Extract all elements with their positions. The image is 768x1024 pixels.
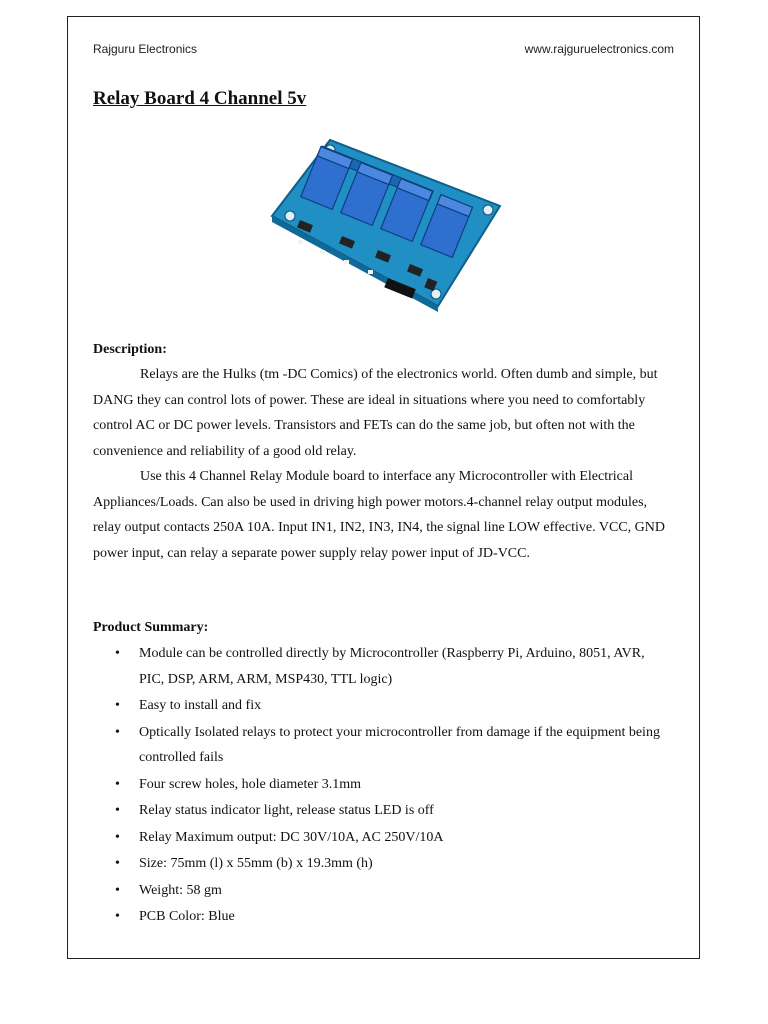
list-item xyxy=(93,851,673,877)
page-title: Relay Board 4 Channel 5v xyxy=(93,88,307,109)
bullet-icon: • xyxy=(115,803,120,818)
summary-list xyxy=(93,641,673,931)
description-paragraph: Use this 4 Channel Relay Module board to interface any Microcontroller with Electrical Appliances/Loads. Can also be used in driving high power motors.4-channel relay output modules, relay output contacts 250A 10A. Input IN1, IN2, IN3, IN4, the signal line LOW effective. VCC, GND power input, can relay a separate power supply relay power input of JD-VCC. xyxy=(93,469,665,561)
bullet-icon: • xyxy=(115,698,120,713)
list-item-text: Size: 75mm (l) x 55mm (b) x 19.3mm (h) xyxy=(139,856,373,871)
header-company: Rajguru Electronics xyxy=(93,42,198,56)
list-item xyxy=(93,641,673,692)
list-item xyxy=(93,904,673,930)
header-website[interactable]: www.rajguruelectronics.com xyxy=(524,42,674,56)
summary-heading: Product Summary: xyxy=(93,620,209,635)
list-item xyxy=(93,825,673,851)
bullet-icon: • xyxy=(115,856,120,871)
bullet-icon: • xyxy=(115,909,120,924)
bullet-icon: • xyxy=(115,776,120,792)
list-item-text: Relay status indicator light, release status LED is off xyxy=(139,803,434,818)
list-item-text: Relay Maximum output: DC 30V/10A, AC 250V/10A xyxy=(139,829,444,845)
list-item xyxy=(93,798,673,824)
list-item xyxy=(93,878,673,904)
description-body xyxy=(93,362,673,566)
list-item xyxy=(93,720,673,771)
list-item-text: PCB Color: Blue xyxy=(139,909,235,924)
list-item xyxy=(93,772,673,798)
list-item-text: Optically Isolated relays to protect your microcontroller from damage if the equipment being controlled fails xyxy=(139,724,660,765)
bullet-icon: • xyxy=(115,724,120,740)
description-paragraph: Relays are the Hulks (tm -DC Comics) of the electronics world. Often dumb and simple, but DANG they can control lots of power. These are ideal in situations where you need to comfortably control AC or DC power levels. Transistors and FETs can do the same job, but often not with the convenience and reliability of a good old relay. xyxy=(93,367,658,459)
bullet-icon: • xyxy=(115,829,120,845)
description-heading: Description: xyxy=(93,342,167,357)
relay-board-photo xyxy=(260,128,510,313)
list-item-text: Easy to install and fix xyxy=(139,698,262,713)
list-item xyxy=(93,693,673,719)
list-item-text: Four screw holes, hole diameter 3.1mm xyxy=(139,776,362,792)
bullet-icon: • xyxy=(115,646,120,661)
list-item-text: Weight: 58 gm xyxy=(139,882,222,898)
bullet-icon: • xyxy=(115,882,120,898)
list-item-text: Module can be controlled directly by Microcontroller (Raspberry Pi, Arduino, 8051, AVR, PIC, DSP, ARM, ARM, MSP430, TTL logic) xyxy=(139,646,645,687)
